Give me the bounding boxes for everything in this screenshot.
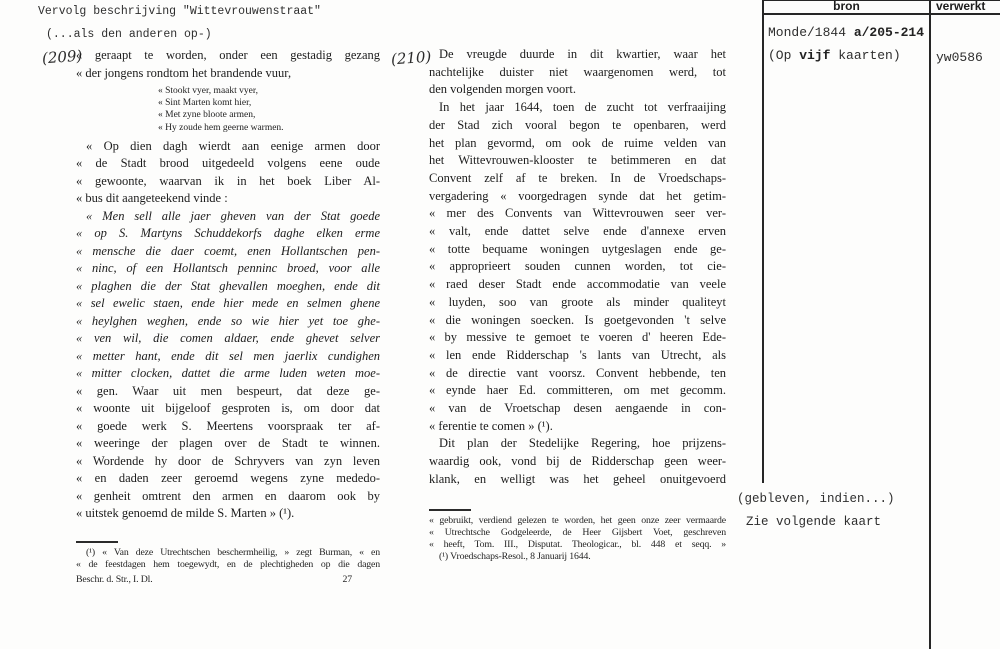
- text-line: « woonte uit bijgeloof gesproten is, om door dat: [76, 401, 380, 416]
- text-line: De vreugde duurde in dit kwartier, waar het: [439, 47, 726, 61]
- text-line: « uitstek genoemd de milde S. Marten » (¹).: [76, 506, 295, 521]
- text-line: « bus dit aangeteekend vinde :: [76, 191, 228, 206]
- left-footnote-lastline: [76, 571, 380, 589]
- text-line: (¹) « Van deze Utrechtschen beschermheilig, » zegt Burman, « en: [86, 546, 380, 558]
- text-line: « gen. Waar uit men bespeurt, dat deze ge-: [76, 383, 380, 398]
- text-line: (¹) Vroedschaps-Resol., 8 Januarij 1644.: [439, 551, 591, 563]
- text-line: « van de Vroetschap desen aengaende in con-: [429, 401, 726, 416]
- text-line: « de Stadt brood uitgedeeld volgens eene oude: [76, 156, 380, 171]
- text-span: Monde/1844: [768, 25, 854, 40]
- continuation-note: (gebleven, indien...): [737, 492, 895, 506]
- verwerkt-code: yw0586: [936, 50, 983, 65]
- text-line: « Wordende hy door de Schryvers van zyn leven: [76, 453, 380, 468]
- text-line: waardig ook, vond bij de Ridderschap geen weer-: [429, 454, 726, 469]
- card-title: Vervolg beschrijving "Wittevrouwenstraat": [38, 5, 321, 18]
- text-line: der Stad zich vooral begon te openbaren, werd: [429, 117, 726, 132]
- text-line: « len ende Ridderschap 's lants van Utrecht, als: [429, 347, 726, 362]
- table-column-divider: [929, 0, 931, 649]
- table-border-left: [762, 0, 764, 483]
- text-line: « en daden zeer geroemd wegens zyne mededo-: [76, 471, 380, 486]
- text-line: « de feestdagen hem toegewydt, en de plechtigheden op die dagen: [76, 559, 380, 571]
- verwerkt-column-header: verwerkt: [936, 0, 986, 13]
- handwritten-page-marker-left: (209): [41, 46, 83, 68]
- footnote-separator: [76, 541, 118, 543]
- text-line: « Sint Marten komt hier,: [158, 98, 252, 109]
- text-line: « Op dien dagh wierdt aan eenige armen door: [86, 138, 380, 153]
- text-line: « geraapt te worden, onder een gestadig gezang: [76, 48, 380, 62]
- right-footnote: [429, 515, 726, 564]
- text-line: « ven wil, die comen aldaer, ende ghevet selver: [76, 331, 380, 346]
- text-line: « gebruikt, verdiend gelezen te worden, het geen onze zeer vermaarde: [429, 514, 726, 526]
- text-line: « heeft, Tom. III., Disputat. Theologicar., bl. 448 et seqq. »: [429, 539, 726, 551]
- card-subtitle: (...als den anderen op-): [46, 28, 212, 41]
- text-span: a/205-214: [853, 25, 925, 40]
- see-next-card-note: Zie volgende kaart: [746, 515, 882, 529]
- text-line: « Utrechtsche Godgeleerde, de Heer Gijsbert Voet, geschreven: [429, 526, 726, 538]
- text-line: « Met zyne bloote armen,: [158, 110, 256, 121]
- text-line: « metter hant, ende dit sel men jaerlix cundighen: [76, 348, 380, 363]
- left-paragraphs: [76, 138, 380, 523]
- text-line: « weeringe der plagen over de Stadt te winnen.: [76, 436, 380, 451]
- text-line: « de directie vant voorsz. Convent hebbende, ten: [429, 365, 726, 380]
- text-line: Dit plan der Stedelijke Regering, hoe prijzens-: [439, 436, 726, 451]
- left-footnote: [76, 547, 380, 572]
- right-page-column: [429, 46, 726, 564]
- bron-column-header: bron: [833, 0, 860, 13]
- left-intro-quote: [76, 47, 380, 82]
- text-line: « goede werk S. Meertens voorspraak ter af-: [76, 418, 380, 433]
- text-line: « genheit omtrent den armen en daarom ook by: [76, 488, 380, 503]
- text-line: « approprieert souden cunnen worden, tot cie-: [429, 259, 726, 274]
- text-line: « raed deser Stadt ende accommodatie van veele: [429, 277, 726, 292]
- text-line: « by messive te gemoet te voeren d' heeren Ede-: [429, 330, 726, 345]
- text-line: het plan gevormd, om ook de ruime velden van: [429, 135, 726, 150]
- text-line: « Hy zoude hem geerne warmen.: [158, 122, 284, 133]
- footnote-source: Beschr. d. Str., I. Dl.: [76, 574, 153, 586]
- text-line: « die woningen soecken. Is goetgevonden 't selve: [429, 312, 726, 327]
- text-line: « mensche die daer coemt, enen Hollantschen pen-: [76, 243, 380, 258]
- verse-block: [158, 85, 380, 134]
- text-line: « mitter clocken, dattet die arme luden weten moe-: [76, 366, 380, 381]
- text-line: « gewoonte, waarvan ik in het boek Liber Al-: [76, 173, 380, 188]
- left-page-column: [76, 47, 380, 589]
- text-line: « Stookt vyer, maakt vyer,: [158, 86, 259, 96]
- page-number: 27: [342, 574, 352, 586]
- table-header-rule: [762, 13, 1000, 15]
- text-line: « Men sell alle jaer gheven van der Stat goede: [86, 208, 380, 223]
- text-line: « ferentie te comen » (¹).: [429, 418, 553, 433]
- text-line: In het jaar 1644, toen de zucht tot verfraaijing: [439, 100, 726, 115]
- text-line: « sel ewelic staen, ende hier mede en selmen ghene: [76, 296, 380, 311]
- right-paragraphs: [429, 46, 726, 489]
- text-line: Convent zelf af te breken. In de Vroedschaps-: [429, 170, 726, 185]
- bron-card-count-note: [768, 48, 901, 63]
- text-line: « op S. Martyns Schuddekorfs daghe elken erme: [76, 226, 380, 241]
- text-line: « ninc, of een Hollantsch penninc broed, voor alle: [76, 261, 380, 276]
- handwritten-page-marker-right: (210): [390, 47, 432, 69]
- text-line: « der jongens rondtom het brandende vuur,: [76, 65, 292, 80]
- text-line: het Wittevrouwen-klooster te betimmeren en dat: [429, 153, 726, 168]
- text-line: « mer des Convents van Wittevrouwen seer ver-: [429, 206, 726, 221]
- text-line: klank, en welligt was het geheel onuitgevoerd: [429, 471, 726, 486]
- text-line: « heylghen weghen, ende so wie hier yet toe ghe-: [76, 313, 380, 328]
- text-line: « plaghen die der Stat ghevallen moeghen, ende dit: [76, 278, 380, 293]
- text-line: den volgenden morgen voort.: [429, 82, 576, 97]
- text-line: « valt, ende dattet selve ende d'annexe erven: [429, 224, 726, 239]
- text-span: vijf: [799, 48, 831, 63]
- text-line: vergadering « voorgedragen synde dat het getim-: [429, 188, 726, 203]
- text-line: « totte bequame woningen uytgeslagen ende ge-: [429, 241, 726, 256]
- text-span: (Op: [768, 48, 800, 63]
- bron-source-reference: [768, 25, 924, 40]
- text-line: nachtelijke duister niet waargenomen werd, tot: [429, 64, 726, 79]
- footnote-separator: [429, 509, 471, 511]
- text-line: « luyden, soo van groote als minder qualiteyt: [429, 294, 726, 309]
- text-line: « eynde haer Ed. committeren, om met gecomm.: [429, 383, 726, 398]
- text-span: kaarten): [830, 48, 901, 63]
